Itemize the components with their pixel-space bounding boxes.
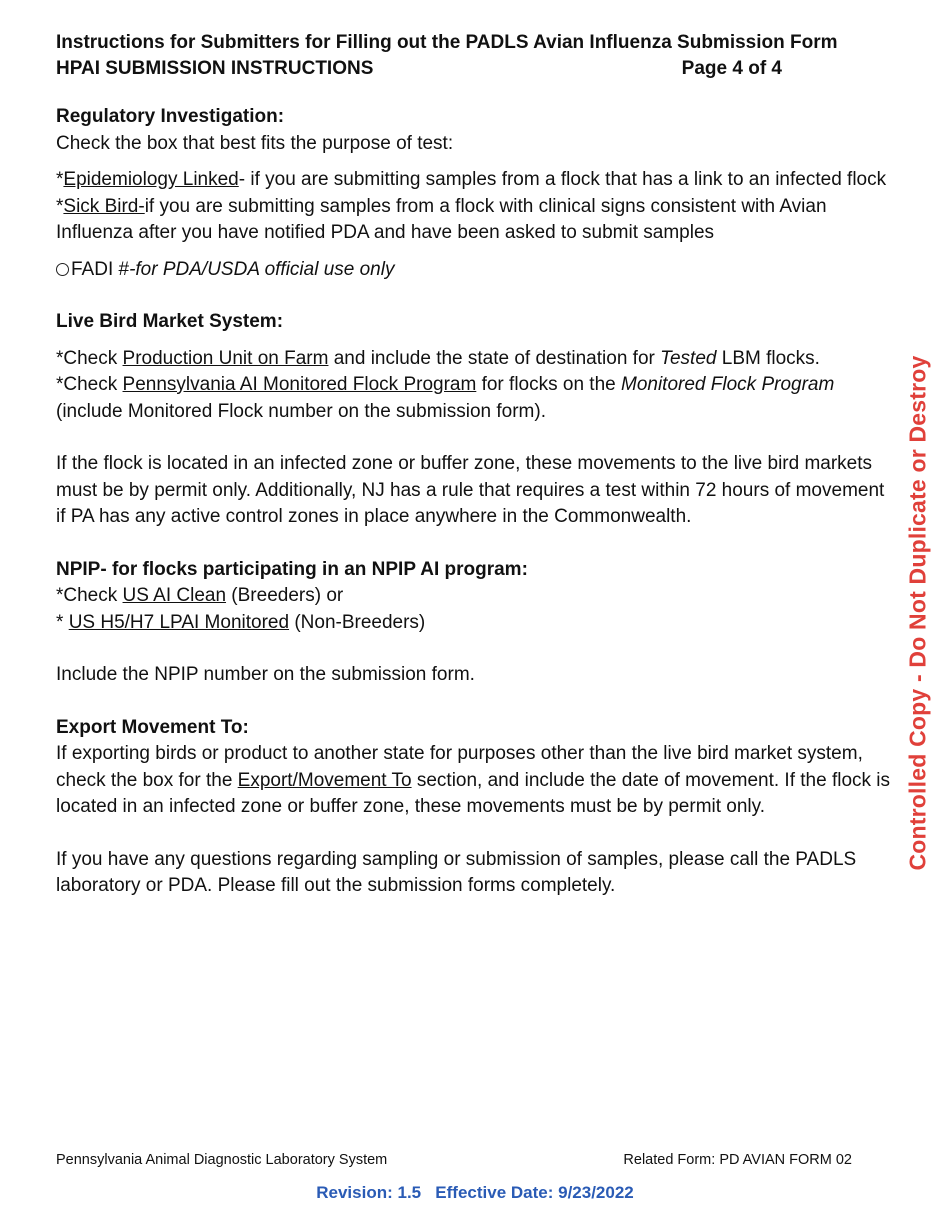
fadi-note: -for PDA/USDA official use only (129, 258, 395, 280)
controlled-copy-watermark: Controlled Copy - Do Not Duplicate or Destroy (904, 355, 931, 871)
header-subtitle: HPAI SUBMISSION INSTRUCTIONS (56, 58, 374, 79)
revision-number: Revision: 1.5 (316, 1183, 422, 1202)
fadi-item (56, 257, 896, 284)
npip-note: Include the NPIP number on the submission form. (56, 664, 475, 685)
lpai-monitored-label: US H5/H7 LPAI Monitored (68, 611, 290, 633)
footer-related-form: Related Form: PD AVIAN FORM 02 (623, 1152, 852, 1168)
revision-line (0, 1183, 950, 1203)
header-title: Instructions for Submitters for Filling out the PADLS Avian Influenza Submission Form (56, 32, 838, 53)
npip-heading: NPIP- for flocks participating in an NPIP AI program: (56, 558, 528, 580)
page-number: Page 4 of 4 (681, 58, 782, 79)
npip-line-lpai: * US H5/H7 LPAI Monitored (Non-Breeders) (56, 611, 426, 633)
footer (56, 1152, 856, 1168)
npip-line-ai-clean: *Check US AI Clean (Breeders) or (56, 585, 344, 606)
export-movement-label: Export/Movement To (237, 769, 412, 791)
fadi-label: FADI # (71, 258, 130, 280)
export-paragraph: If exporting birds or product to another state for purposes other than the live bird market system, check the box for the Export/Movement To section, and include the date of movement. If the flock is located in an infected zone or buffer zone, these movements must be by permit only. (56, 743, 891, 817)
lbm-heading: Live Bird Market System: (56, 311, 284, 332)
checkbox-icon (56, 263, 69, 276)
lbm-line-production-unit: *Check Production Unit on Farm and include the state of destination for Tested LBM flocks. (56, 347, 820, 369)
effective-date: Effective Date: 9/23/2022 (435, 1183, 634, 1202)
regulatory-intro: Check the box that best fits the purpose of test: (56, 132, 454, 154)
epi-linked-label: Epidemiology Linked (63, 169, 239, 190)
header-row (56, 56, 782, 82)
closing-paragraph: If you have any questions regarding sampling or submission of samples, please call the PADLS laboratory or PDA. Please fill out the submission forms completely. (56, 848, 857, 896)
footer-organization: Pennsylvania Animal Diagnostic Laboratory System (56, 1152, 388, 1168)
document-page (56, 30, 896, 900)
lbm-permit-paragraph: If the flock is located in an infected zone or buffer zone, these movements to the live bird markets must be by permit only. Additionally, NJ has a rule that requires a test within 72 hours of movement if PA has any active control zones in place anywhere in the Commonwealth. (56, 453, 885, 527)
export-heading: Export Movement To: (56, 716, 249, 738)
sick-bird-item: *Sick Bird-if you are submitting samples from a flock with clinical signs consistent with Avian Influenza after you have notified PDA and have been asked to submit samples (56, 195, 827, 243)
lbm-line-monitored-flock: *Check Pennsylvania AI Monitored Flock Program for flocks on the Monitored Flock Program (include Monitored Flock number on the submission form). (56, 374, 835, 422)
sick-bird-label: Sick Bird- (63, 195, 145, 217)
production-unit-label: Production Unit on Farm (122, 347, 329, 369)
epi-linked-item: *Epidemiology Linked- if you are submitting samples from a flock that has a link to an infected flock (56, 169, 887, 190)
regulatory-heading: Regulatory Investigation: (56, 106, 285, 127)
ai-clean-label: US AI Clean (122, 585, 227, 606)
monitored-flock-label: Pennsylvania AI Monitored Flock Program (122, 374, 477, 395)
